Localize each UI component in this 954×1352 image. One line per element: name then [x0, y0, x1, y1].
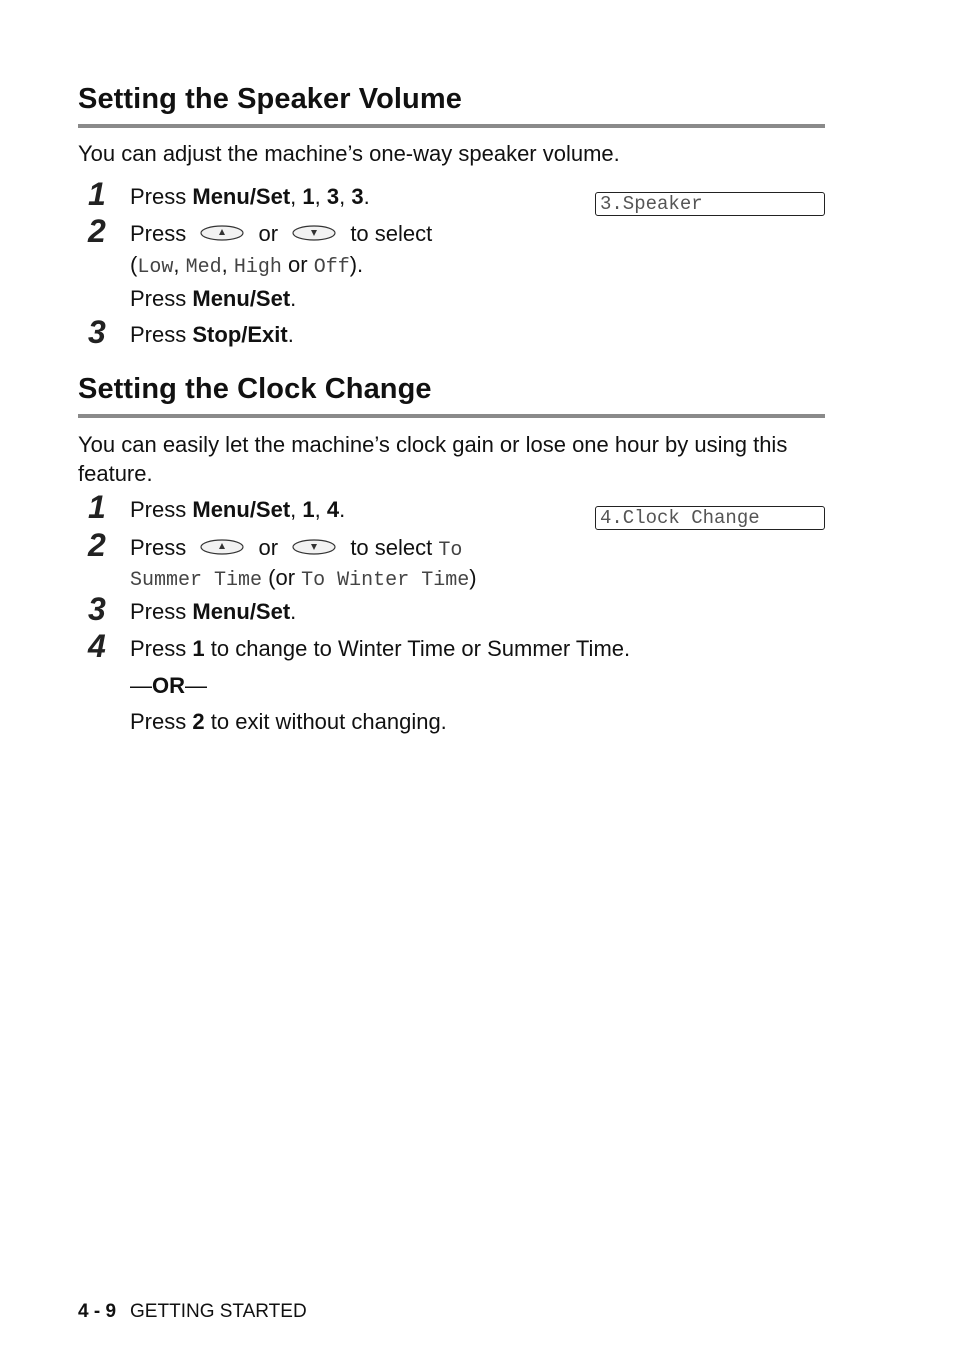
step-text: Press 1 to change to Winter Time or Summer Time.	[130, 636, 631, 661]
section-divider	[78, 414, 825, 418]
or-separator: —OR—	[130, 673, 207, 698]
step-text: Press Menu/Set, 1, 3, 3.	[130, 184, 370, 209]
up-arrow-key-icon	[200, 225, 244, 241]
step-number: 1	[88, 176, 106, 212]
section-intro: You can easily let the machine’s clock gain or lose one hour by using this feature.	[78, 432, 788, 486]
up-arrow-key-icon	[200, 539, 244, 555]
page-number: 4 - 9	[78, 1301, 117, 1322]
step-text: Press or to select	[130, 221, 433, 246]
section-title-clock-change: Setting the Clock Change	[78, 373, 432, 405]
step-text: Press Stop/Exit.	[130, 322, 294, 347]
step-text: Press or to select To	[130, 535, 463, 562]
step-number: 2	[88, 213, 106, 249]
step-text: Press Menu/Set.	[130, 286, 297, 311]
step-number: 4	[88, 628, 106, 664]
step-number: 1	[88, 489, 106, 525]
page-footer	[78, 1301, 307, 1323]
step-number: 2	[88, 527, 106, 563]
chapter-name: GETTING STARTED	[130, 1301, 307, 1322]
step-number: 3	[88, 591, 106, 627]
step-options: Summer Time (or To Winter Time)	[130, 565, 477, 592]
lcd-display: 4.Clock Change	[595, 506, 825, 530]
lcd-display: 3.Speaker	[595, 192, 825, 216]
step-number: 3	[88, 314, 106, 350]
step-text: Press Menu/Set, 1, 4.	[130, 497, 346, 522]
step-text: Press Menu/Set.	[130, 599, 297, 624]
section-intro: You can adjust the machine’s one-way speaker volume.	[78, 141, 620, 166]
step-text: Press 2 to exit without changing.	[130, 709, 447, 734]
step-options: (Low, Med, High or Off).	[130, 252, 364, 279]
section-title-speaker-volume: Setting the Speaker Volume	[78, 83, 462, 115]
section-divider	[78, 124, 825, 128]
down-arrow-key-icon	[292, 539, 336, 555]
down-arrow-key-icon	[292, 225, 336, 241]
